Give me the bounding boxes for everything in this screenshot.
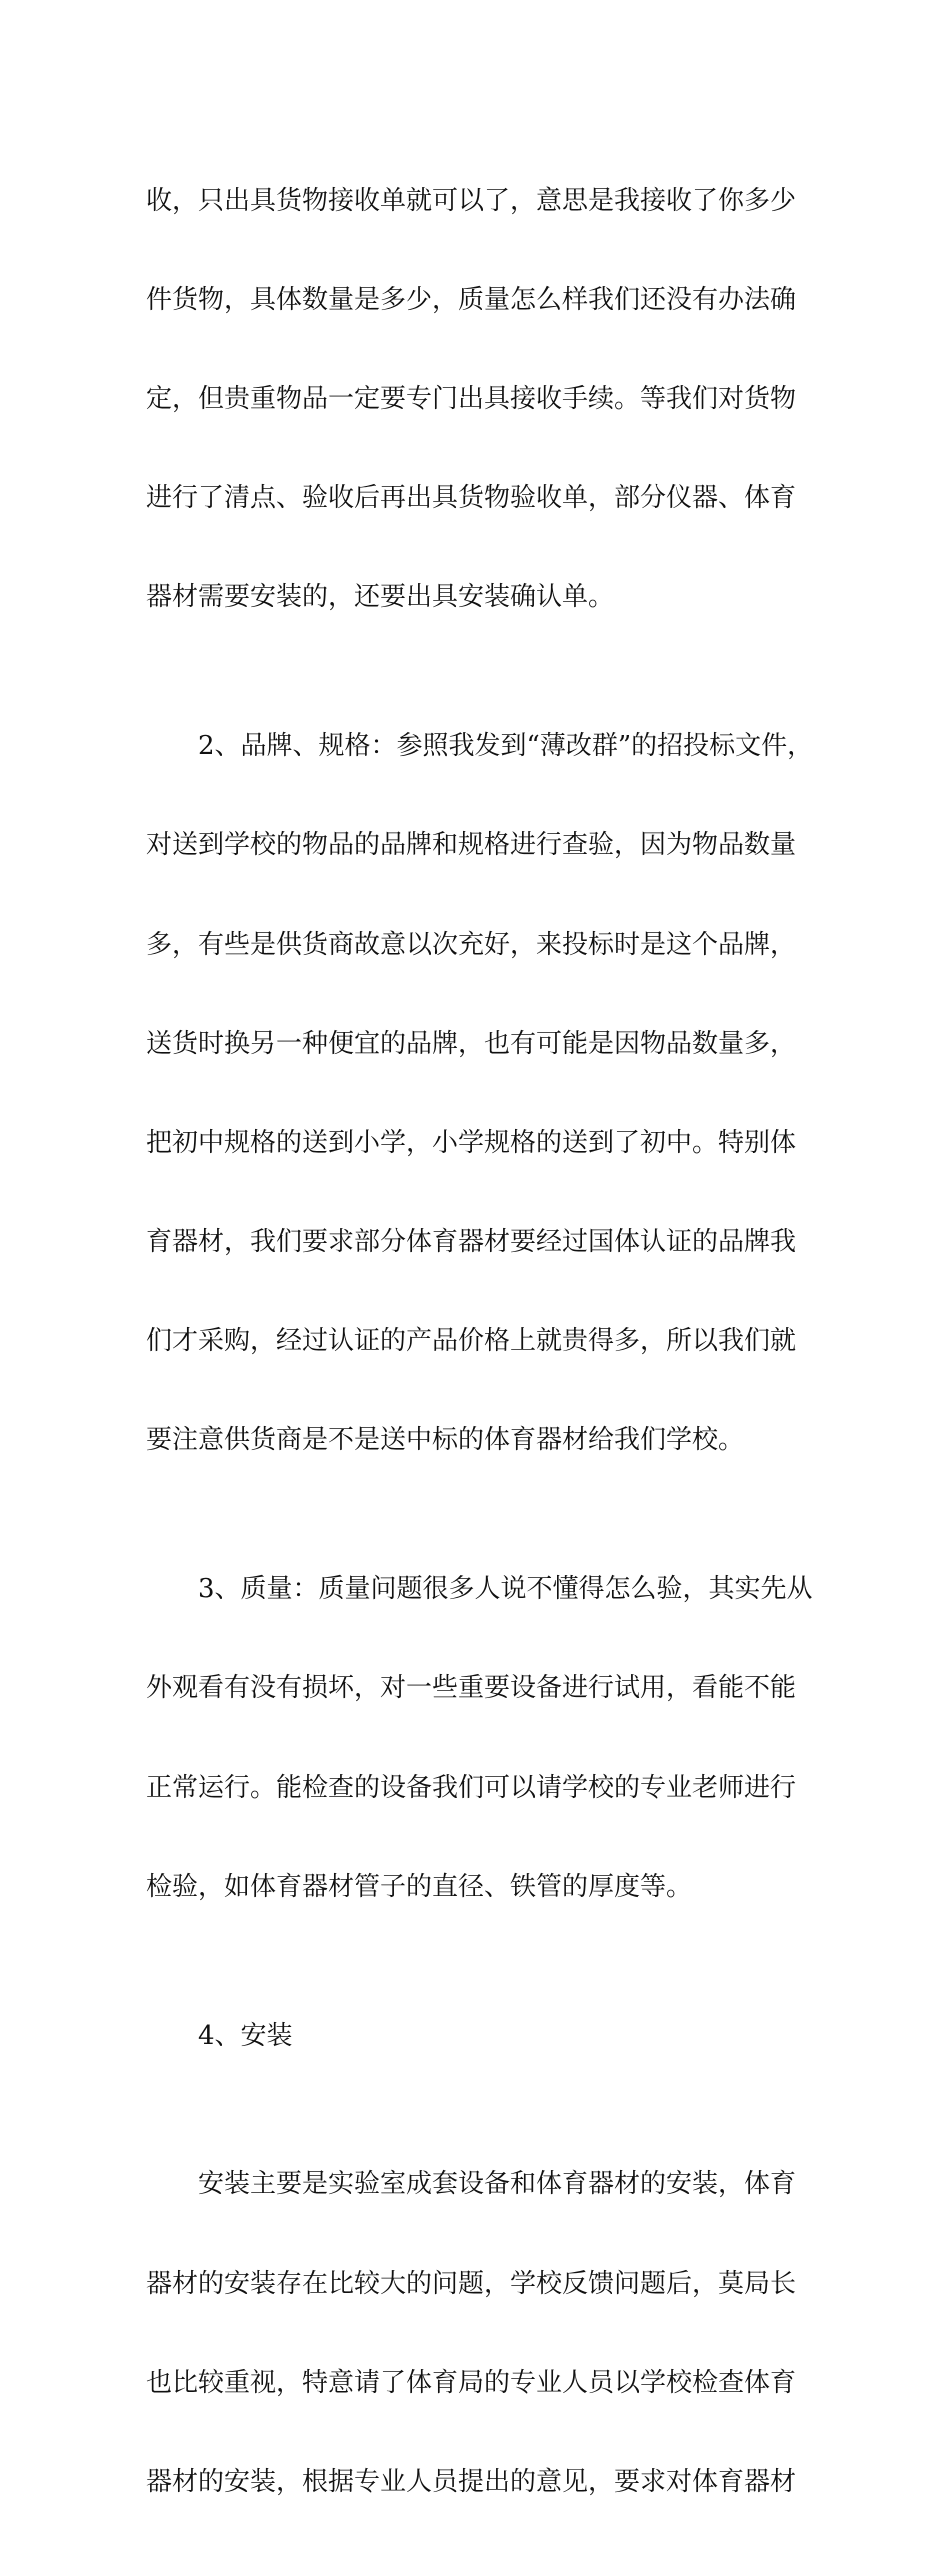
text-line: 进行了清点、验收后再出具货物验收单，部分仪器、体育 [146, 483, 797, 514]
text-line: 安装主要是实验室成套设备和体育器材的安装，体育 [198, 2169, 797, 2200]
document-body [146, 127, 814, 2557]
text-line: 件货物，具体数量是多少，质量怎么样我们还没有办法确 [146, 284, 797, 315]
text-line: 器材的安装，根据专业人员提出的意见，要求对体育器材 [146, 2466, 797, 2497]
text-line: 器材需要安装的，还要出具安装确认单。 [146, 582, 615, 613]
text-line: 3、质量：质量问题很多人说不懂得怎么验，其实先从 [198, 1574, 813, 1605]
paragraph-4-heading [146, 1962, 810, 2111]
paragraph-2 [146, 673, 814, 1516]
text-line: 把初中规格的送到小学，小学规格的送到了初中。特别体 [146, 1127, 797, 1158]
text-line: 检验，如体育器材管子的直径、铁管的厚度等。 [146, 1871, 693, 1902]
text-line: 正常运行。能检查的设备我们可以请学校的专业老师进行 [146, 1772, 797, 1803]
text-line: 2、品牌、规格：参照我发到“薄改群”的招投标文件， [198, 731, 814, 762]
text-line: 们才采购，经过认证的产品价格上就贵得多，所以我们就 [146, 1326, 797, 1357]
text-line: 收，只出具货物接收单就可以了，意思是我接收了你多少 [146, 185, 797, 216]
text-line: 器材的安装存在比较大的问题，学校反馈问题后，莫局长 [146, 2268, 797, 2299]
paragraph-1 [146, 127, 810, 673]
text-line: 对送到学校的物品的品牌和规格进行查验，因为物品数量 [146, 830, 797, 861]
section-heading: 4、安装 [198, 2020, 293, 2051]
text-line: 多，有些是供货商故意以次充好，来投标时是这个品牌， [146, 929, 797, 960]
text-line: 送货时换另一种便宜的品牌，也有可能是因物品数量多， [146, 1028, 797, 1059]
text-line: 也比较重视，特意请了体育局的专业人员以学校检查体育 [146, 2367, 797, 2398]
paragraph-3 [146, 1516, 813, 1962]
text-line: 要注意供货商是不是送中标的体育器材给我们学校。 [146, 1425, 745, 1456]
text-line: 外观看有没有损坏，对一些重要设备进行试用，看能不能 [146, 1673, 797, 1704]
paragraph-5 [146, 2111, 810, 2557]
text-line: 定，但贵重物品一定要专门出具接收手续。等我们对货物 [146, 383, 797, 414]
text-line: 育器材，我们要求部分体育器材要经过国体认证的品牌我 [146, 1227, 797, 1258]
